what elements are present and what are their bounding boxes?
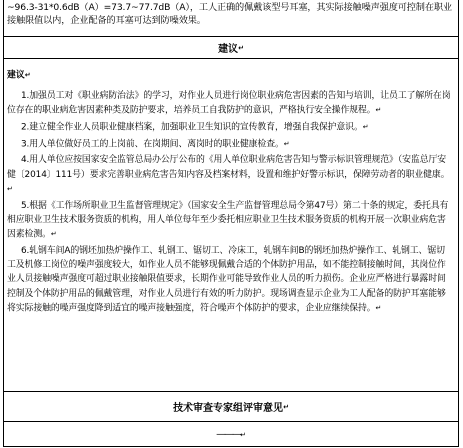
paragraph-mark-icon: ↵ (238, 43, 244, 52)
suggestion-header-text: 建议 (218, 44, 239, 55)
report-table (3, 0, 459, 447)
dash-line: ——— (216, 429, 241, 440)
review-opinion-body (4, 421, 458, 447)
suggestion-item-2: 2.建立健全作业人员职业健康档案，加强职业卫生知识的宣传教育，增强自我保护意识。↵ (21, 122, 369, 133)
suggestion-label: 建议↵ (7, 70, 31, 81)
paragraph-mark-icon: ↵ (240, 430, 246, 439)
suggestion-item-4: 4.用人单位应按国家安全监管总局办公厅公布的《用人单位职业病危害告知与警示标识管理规范》（安监总厅安健〔2014〕111号）要求完善职业病危害告知内容及档案材料，设置和维护好警示标识，保障劳动者的职业健康。↵ (7, 155, 450, 193)
suggestion-item-5: 5.根据《工作场所职业卫生监督管理规定》（国家安全生产监督管理总局令第47号）第二十条的规定，委托具有相应职业卫生技术服务资质的机构，用人单位每年至少委托相应职业卫生技术服务资质的机构开展一次职业病危害因素检测。↵ (7, 200, 449, 240)
review-header-text: 技术审查专家组评审意见 (173, 403, 284, 414)
noise-calculation-paragraph: ~96.3-31*0.6dB（A）=73.7~77.7dB（A），工人正确的佩戴该型号耳塞，其实际接触噪声强度可控制在职业接触限值以内，企业配备的耳塞可达到防噪效果。 (7, 2, 452, 26)
suggestion-body (4, 58, 458, 391)
paragraph-mark-icon: ↵ (283, 402, 289, 411)
review-opinion-header (4, 391, 458, 421)
suggestion-item-6: 6.轧钢车间A的钢坯加热炉操作工、轧钢工、锯切工、冷床工，轧钢车间B的钢坯加热炉操作工、轧钢工、锯切工及机修工岗位的噪声强度较大，如作业人员不能够现佩戴合适的个体防护用品，如不能控制接触时间，其岗位作业人员接触噪声强度可超过职业接触限值要求，长期作业可能导致作业人员的听力损伤。企业应严格进行暴露时间控制及个体防护用品的佩戴管理，对作业人员进行有效的听力防护。现场调查显示企业为工人配备的防护耳塞能够将实际接触的噪声强度降到适宜的噪声接触强度，符合噪声个体防护的要求，企业应继续保持。↵ (7, 245, 446, 314)
suggestion-item-1: 1.加强员工对《职业病防治法》的学习，对作业人员进行岗位职业病危害因素的告知与培训，让员工了解所在岗位存在的职业病危害因素种类及防护要求，培养员工自我防护的意识，严格执行安全操作规程。↵ (7, 90, 451, 116)
suggestion-item-3: 3.用人单位做好员工的上岗前、在岗期间、离岗时的职业健康检查。↵ (21, 139, 290, 150)
suggestion-section-header (4, 36, 458, 58)
